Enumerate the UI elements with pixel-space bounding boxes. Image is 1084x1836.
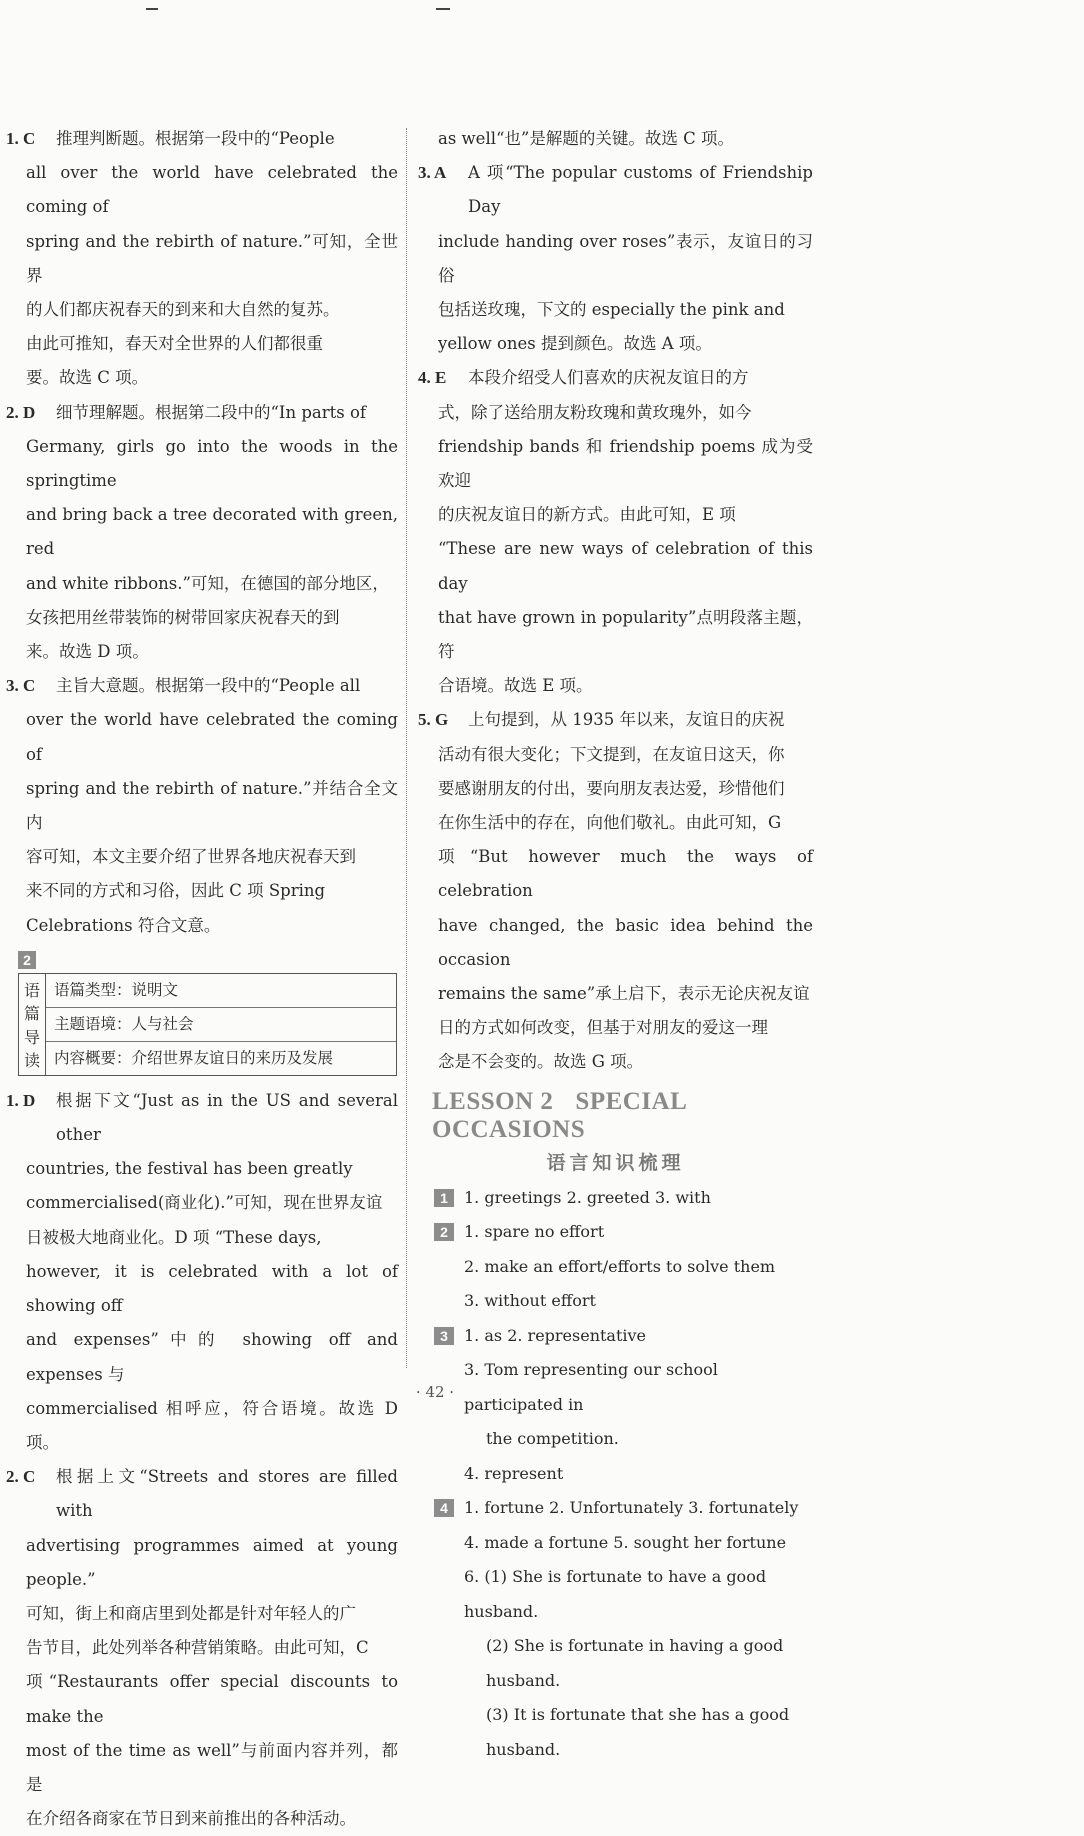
section-title: 语言知识梳理 [546, 1151, 685, 1174]
exercise-text: 1. fortune 2. Unfortunately 3. fortunately [464, 1498, 799, 1518]
exercise-line [418, 1181, 813, 1216]
answer-number: 3. A [418, 163, 447, 183]
answer-line: Germany, girls go into the woods in the springtime [26, 436, 398, 491]
answer-line: “These are new ways of celebration of this day [438, 539, 813, 593]
exercise-line [418, 1457, 813, 1492]
lesson-heading [432, 1088, 813, 1144]
guide-label-char: 语 [23, 981, 40, 1000]
answer-line: 项“But however much the ways of celebration [438, 847, 813, 901]
exercise-text: 3. Tom representing our school participated in [464, 1360, 718, 1414]
answer-line: 告节目，此处列举各种营销策略。由此可知，C [26, 1638, 369, 1658]
answer-line: 合语境。故选 E 项。 [438, 676, 593, 696]
answer-line: spring and the rebirth of nature.”并结合全文内 [26, 778, 398, 833]
exercise-line [418, 1526, 813, 1561]
answer-line: 的庆祝友谊日的新方式。由此可知，E 项 [438, 505, 736, 525]
guide-row-theme: 主题语境：人与社会 [46, 1008, 396, 1042]
answer-line: all over the world have celebrated the coming of [26, 163, 398, 217]
exercise-text: (2) She is fortunate in having a good husband. [486, 1636, 784, 1690]
right-column [418, 122, 813, 1767]
answer-item [418, 156, 813, 361]
answer-group-1 [6, 122, 398, 943]
exercise-line [418, 1319, 813, 1354]
lesson-subtitle: SPECIAL OCCASIONS [432, 1087, 686, 1143]
answer-line: 女孩把用丝带装饰的树带回家庆祝春天的到 [26, 607, 340, 627]
scan-mark [436, 8, 450, 10]
answer-line: 包括送玫瑰，下文的 especially the pink and [438, 300, 785, 320]
answer-line: 日的方式如何改变，但基于对朋友的爱这一理 [438, 1018, 768, 1038]
answer-number: 2. C [6, 1467, 36, 1487]
answer-item [6, 1460, 398, 1836]
answer-line: A 项“The popular customs of Friendship Day [468, 163, 813, 217]
answer-line: 细节理解题。根据第二段中的“In parts of [56, 402, 366, 422]
exercise-badge: 2 [434, 1223, 454, 1241]
answer-line: 要感谢朋友的付出，要向朋友表达爱，珍惜他们 [438, 778, 785, 798]
exercise-text: 1. spare no effort [464, 1222, 605, 1242]
answer-line: 根据下文“Just as in the US and several other [56, 1090, 398, 1145]
answer-line: countries, the festival has been greatly [26, 1159, 353, 1179]
answer-line: 由此可推知，春天对全世界的人们都很重 [26, 334, 323, 354]
answer-line: commercialised 相呼应，符合语境。故选 D 项。 [26, 1398, 398, 1452]
answer-line: 念是不会变的。故选 G 项。 [438, 1052, 644, 1072]
answer-item [6, 396, 398, 670]
answer-number: 4. E [418, 368, 447, 388]
answer-line: 日被极大地商业化。D 项 “These days, [26, 1227, 322, 1247]
reading-guide-box [18, 973, 397, 1076]
answer-line: advertising programmes aimed at young people.” [26, 1535, 398, 1589]
answer-number: 5. G [418, 710, 449, 730]
answer-line: commercialised(商业化).”可知，现在世界友谊 [26, 1193, 383, 1213]
exercise-text: the competition. [486, 1429, 619, 1449]
answer-line: yellow ones 提到颜色。故选 A 项。 [438, 334, 712, 354]
answer-number: 1. D [6, 1090, 36, 1110]
answer-line: 的人们都庆祝春天的到来和大自然的复苏。 [26, 300, 340, 320]
answer-line: however, it is celebrated with a lot of showing off [26, 1261, 398, 1316]
answer-item [6, 669, 398, 943]
answer-item [418, 361, 813, 703]
guide-label-char: 导 [23, 1027, 40, 1047]
answer-item [6, 1084, 398, 1460]
exercise-badge: 4 [434, 1499, 454, 1517]
answer-item [6, 122, 398, 396]
answer-line: include handing over roses”表示，友谊日的习俗 [438, 231, 813, 285]
exercise-line [418, 1560, 813, 1629]
answer-line: 来不同的方式和习俗，因此 C 项 Spring [26, 881, 326, 901]
answer-item [418, 703, 813, 1079]
guide-label-char: 篇 [23, 1004, 40, 1024]
answer-group-2-cont [418, 156, 813, 1079]
exercise-text: 1. greetings 2. greeted 3. with [464, 1187, 711, 1207]
exercise-text: 1. as 2. representative [464, 1325, 647, 1345]
answer-line: friendship bands 和 friendship poems 成为受欢迎 [438, 436, 813, 491]
exercise-text: 3. without effort [464, 1291, 596, 1311]
answer-line: most of the time as well”与前面内容并列，都是 [26, 1740, 398, 1794]
exercise-line [418, 1250, 813, 1285]
section-badge: 2 [18, 951, 36, 969]
exercise-line [418, 1422, 813, 1457]
answer-line: remains the same”承上启下，表示无论庆祝友谊 [438, 984, 810, 1004]
exercise-line [418, 1629, 813, 1698]
answer-number: 1. C [6, 129, 36, 148]
answer-line: and bring back a tree decorated with green, red [26, 505, 398, 559]
answer-line: 在你生活中的存在，向他们敬礼。由此可知，G [438, 813, 782, 833]
column-divider [406, 128, 407, 1368]
answer-line: 上句提到，从 1935 年以来，友谊日的庆祝 [468, 710, 785, 730]
reading-guide-label [19, 974, 46, 1075]
exercise-line [418, 1284, 813, 1319]
answer-line: 本段介绍受人们喜欢的庆祝友谊日的方 [468, 368, 749, 388]
exercise-line [418, 1698, 813, 1767]
exercise-badge: 1 [434, 1189, 454, 1207]
exercise-answers [418, 1181, 813, 1768]
answer-line: that have grown in popularity”点明段落主题，符 [438, 607, 813, 662]
answer-line: 来。故选 D 项。 [26, 642, 149, 662]
answer-number: 2. D [6, 402, 36, 422]
continuation-text: as well“也”是解题的关键。故选 C 项。 [438, 129, 734, 148]
answer-group-2 [6, 1084, 398, 1836]
answer-line: have changed, the basic idea behind the occasion [438, 915, 813, 969]
answer-line: spring and the rebirth of nature.”可知，全世界 [26, 231, 398, 285]
scan-mark [146, 8, 158, 10]
exercise-text: 6. (1) She is fortunate to have a good husband. [464, 1567, 767, 1621]
guide-label-char: 读 [23, 1050, 40, 1070]
answer-line: 式，除了送给朋友粉玫瑰和黄玫瑰外，如今 [438, 402, 752, 422]
answer-line: 根据上文“Streets and stores are filled with [56, 1467, 398, 1521]
answer-line: and expenses”中的 showing off and expenses 与 [26, 1330, 398, 1384]
answer-line: 活动有很大变化；下文提到，在友谊日这天，你 [438, 744, 785, 764]
guide-row-type: 语篇类型：说明文 [46, 974, 396, 1008]
exercise-line [418, 1491, 813, 1526]
exercise-text: 4. represent [464, 1463, 564, 1483]
exercise-line [418, 1215, 813, 1250]
exercise-text: (3) It is fortunate that she has a good husband. [486, 1705, 790, 1759]
page-number: · 42 · [415, 1383, 455, 1401]
exercise-badge: 3 [434, 1327, 454, 1345]
answer-line: 可知，街上和商店里到处都是针对年轻人的广 [26, 1603, 356, 1623]
answer-line: 推理判断题。根据第一段中的“People [56, 129, 335, 148]
answer-number: 3. C [6, 676, 36, 696]
exercise-text: 4. made a fortune 5. sought her fortune [464, 1532, 787, 1552]
guide-row-summary: 内容概要：介绍世界友谊日的来历及发展 [54, 1048, 334, 1067]
answer-line: and white ribbons.”可知，在德国的部分地区， [26, 573, 389, 593]
left-column [6, 122, 398, 1836]
answer-line: over the world have celebrated the coming of [26, 710, 398, 764]
answer-line: 主旨大意题。根据第一段中的“People all [56, 676, 361, 696]
answer-line: 要。故选 C 项。 [26, 368, 149, 388]
lesson-title: LESSON 2 [432, 1087, 554, 1115]
answer-line: 容可知，本文主要介绍了世界各地庆祝春天到 [26, 847, 356, 867]
answer-line: Celebrations 符合文意。 [26, 915, 221, 935]
answer-line: 在介绍各商家在节日到来前推出的各种活动。 [26, 1809, 356, 1829]
exercise-text: 2. make an effort/efforts to solve them [464, 1256, 776, 1276]
answer-line: 项“Restaurants offer special discounts to make the [26, 1672, 398, 1726]
